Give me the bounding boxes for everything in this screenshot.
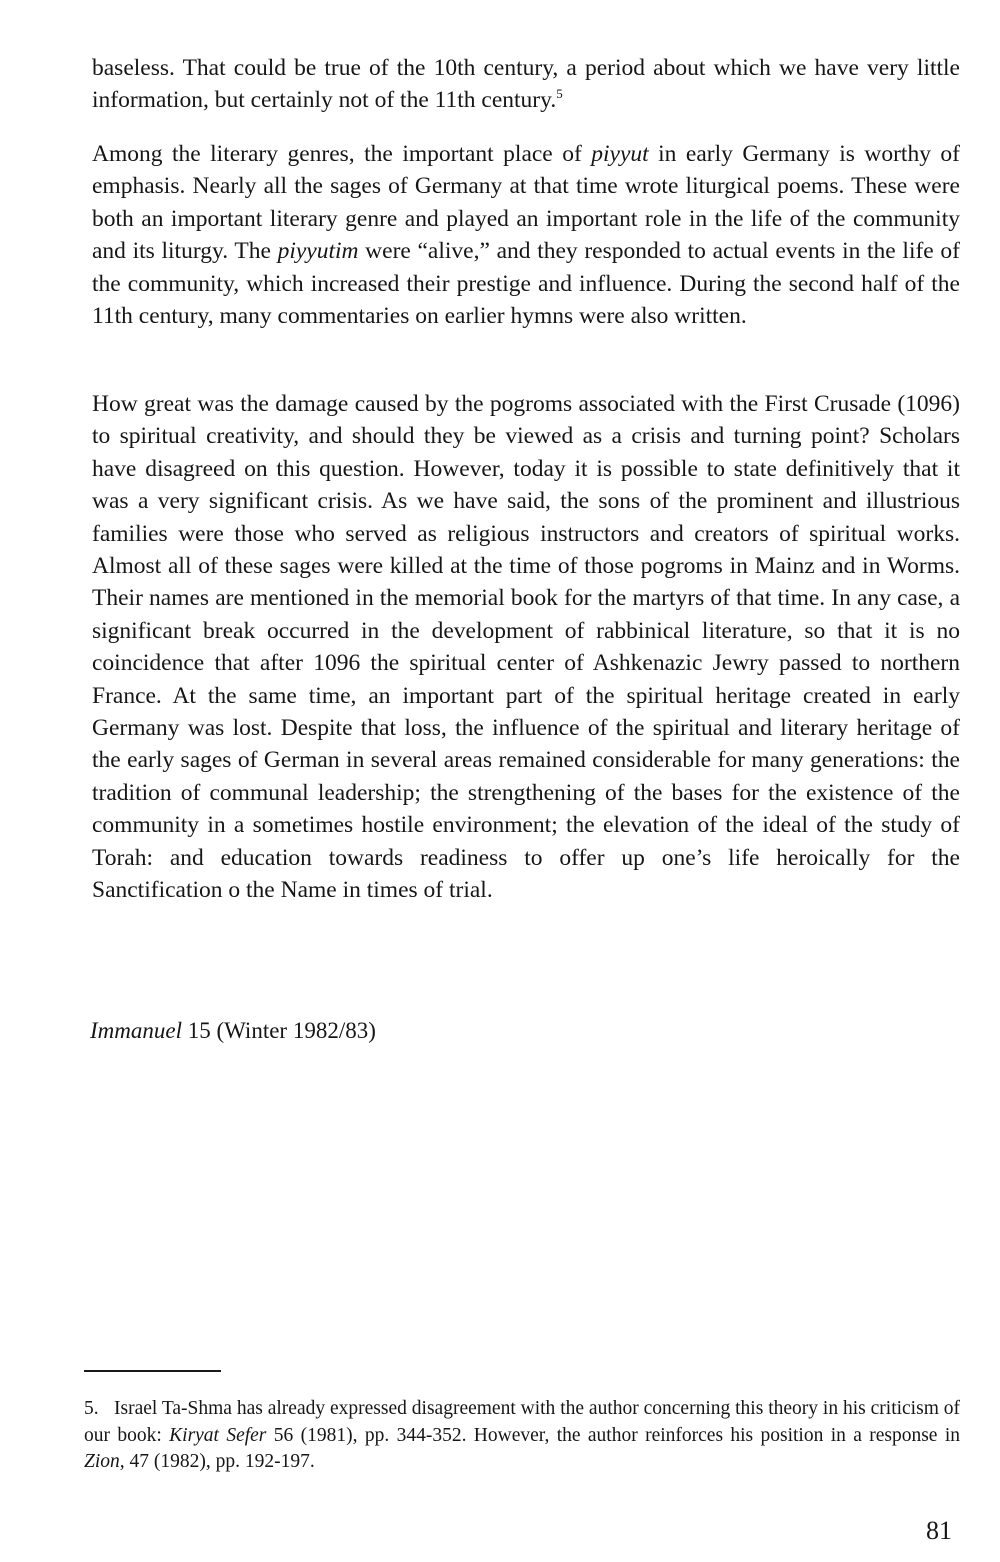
paragraph-2 xyxy=(92,138,960,332)
paragraph-2-text-b: in early Germany is worthy of emphasis. Nearly all the sages of Germany at that time wrote liturgical poems. These were both an important literary genre and played an important role in the life of the community and its liturgy. The xyxy=(92,141,960,265)
paragraph-3 xyxy=(92,388,960,907)
paragraph-2-text-c: were “alive,” and they responded to actual events in the life of the community, which increased their prestige and influence. During the second half of the 11th century, many commentaries on earlier hymns were also written. xyxy=(92,238,960,330)
footnote-text-a: Israel Ta-Shma has already expressed disagreement with the author concerning this theory in his criticism of our book: xyxy=(84,1398,960,1446)
footnote-number: 5. xyxy=(84,1398,99,1419)
journal-title: Immanuel xyxy=(90,1018,182,1043)
paragraph-1 xyxy=(92,52,960,117)
footnote xyxy=(84,1396,960,1476)
paragraph-2-text-a: Among the literary genres, the important place of xyxy=(92,141,592,167)
footnote-divider xyxy=(84,1370,221,1372)
italic-term-piyyutim: piyyutim xyxy=(277,238,359,265)
footnote-italic-zion: Zion, xyxy=(84,1451,125,1472)
paragraph-3-text: How great was the damage caused by the pogroms associated with the First Crusade (1096) to spiritual creativity, and should they be viewed as a crisis and turning point? Scholars have disagreed on this question. However, today it is possible to state definitively that it was a very significant crisis. As we have said, the sons of the prominent and illustrious families were those who served as religious instructors and creators of spiritual works. Almost all of these sages were killed at the time of those pogroms in Mainz and in Worms. Their names are mentioned in the memorial book for the martyrs of that time. In any case, a significant break occurred in the development of rabbinical literature, so that it is no coincidence that after 1096 the spiritual center of Ashkenazic Jewry passed to northern France. At the same time, an important part of the spiritual heritage created in early Germany was lost. Despite that loss, the influence of the spiritual and literary heritage of the early sages of German in several areas remained considerable for many generations: the tradition of communal leadership; the strengthening of the bases for the existence of the community in a sometimes hostile environment; the elevation of the ideal of the study of Torah: and education towards readiness to offer up one’s life heroically for the Sanctification o the Name in times of trial. xyxy=(92,391,960,904)
footnote-italic-kiryat-sefer: Kiryat Sefer xyxy=(169,1424,267,1446)
footnote-text-b: 56 (1981), pp. 344-352. However, the author reinforces his position in a response in xyxy=(266,1424,960,1446)
footnote-reference: 5 xyxy=(556,86,563,102)
page-number: 81 xyxy=(926,1516,952,1545)
italic-term-piyyut: piyyut xyxy=(591,141,649,167)
source-citation xyxy=(90,1016,376,1046)
footnote-text-c: 47 (1982), pp. 192-197. xyxy=(124,1451,315,1472)
paragraph-1-text: baseless. That could be true of the 10th century, a period about which we have very little information, but certainly not of the 11th century. xyxy=(92,55,960,114)
journal-issue: 15 (Winter 1982/83) xyxy=(181,1018,376,1043)
